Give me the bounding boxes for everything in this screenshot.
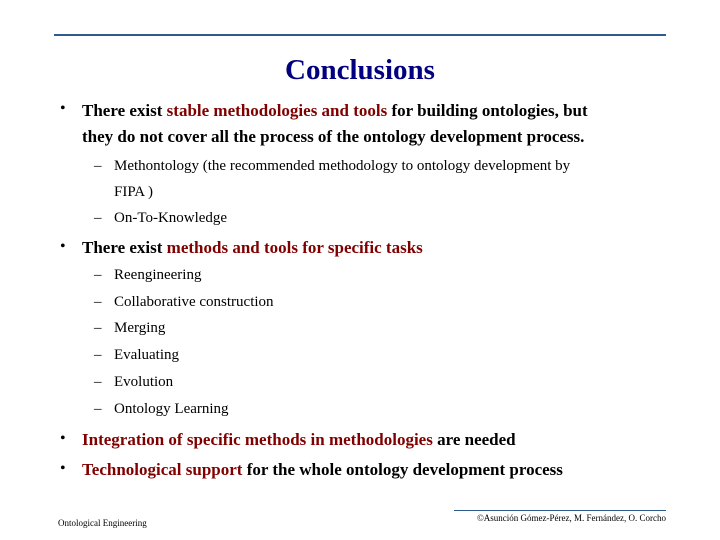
sub-item-on-to-knowledge: On-To-Knowledge [114, 210, 228, 226]
dash-icon: – [94, 374, 102, 390]
bullet-icon: • [60, 238, 66, 255]
bullet-icon: • [60, 430, 66, 447]
sub-item-ontology-learning: Ontology Learning [114, 401, 229, 417]
sub-item-merging: Merging [114, 320, 166, 336]
slide-title: Conclusions [285, 54, 435, 86]
dash-icon: – [94, 294, 102, 310]
sub-item-collaborative-construction: Collaborative construction [114, 294, 274, 310]
dash-icon: – [94, 320, 102, 336]
dash-icon: – [94, 347, 102, 363]
dash-icon: – [94, 210, 102, 226]
bullet-2-line-1: There exist methods and tools for specific tasks [82, 238, 423, 257]
bullet-1-line-2: they do not cover all the process of the ontology development process. [82, 127, 585, 146]
sub-item-methontology-cont: FIPA ) [114, 184, 154, 200]
footer-divider [454, 510, 666, 511]
dash-icon: – [94, 158, 102, 174]
dash-icon: – [94, 401, 102, 417]
bullet-1-line-1: There exist stable methodologies and tools for building ontologies, but [82, 101, 588, 120]
bullet-icon: • [60, 460, 66, 477]
footer-left-text: Ontological Engineering [58, 518, 147, 528]
dash-icon: – [94, 267, 102, 283]
footer-copyright: ©Asunción Gómez-Pérez, M. Fernández, O. Corcho [476, 513, 666, 523]
sub-item-evaluating: Evaluating [114, 347, 179, 363]
bullet-3-line: Integration of specific methods in methodologies are needed [82, 430, 516, 449]
bullet-4-line: Technological support for the whole ontology development process [82, 460, 563, 479]
bullet-icon: • [60, 100, 66, 117]
sub-item-evolution: Evolution [114, 374, 174, 390]
sub-item-reengineering: Reengineering [114, 267, 202, 283]
top-divider [54, 34, 666, 36]
sub-item-methontology: Methontology (the recommended methodology to ontology development by [114, 158, 571, 174]
